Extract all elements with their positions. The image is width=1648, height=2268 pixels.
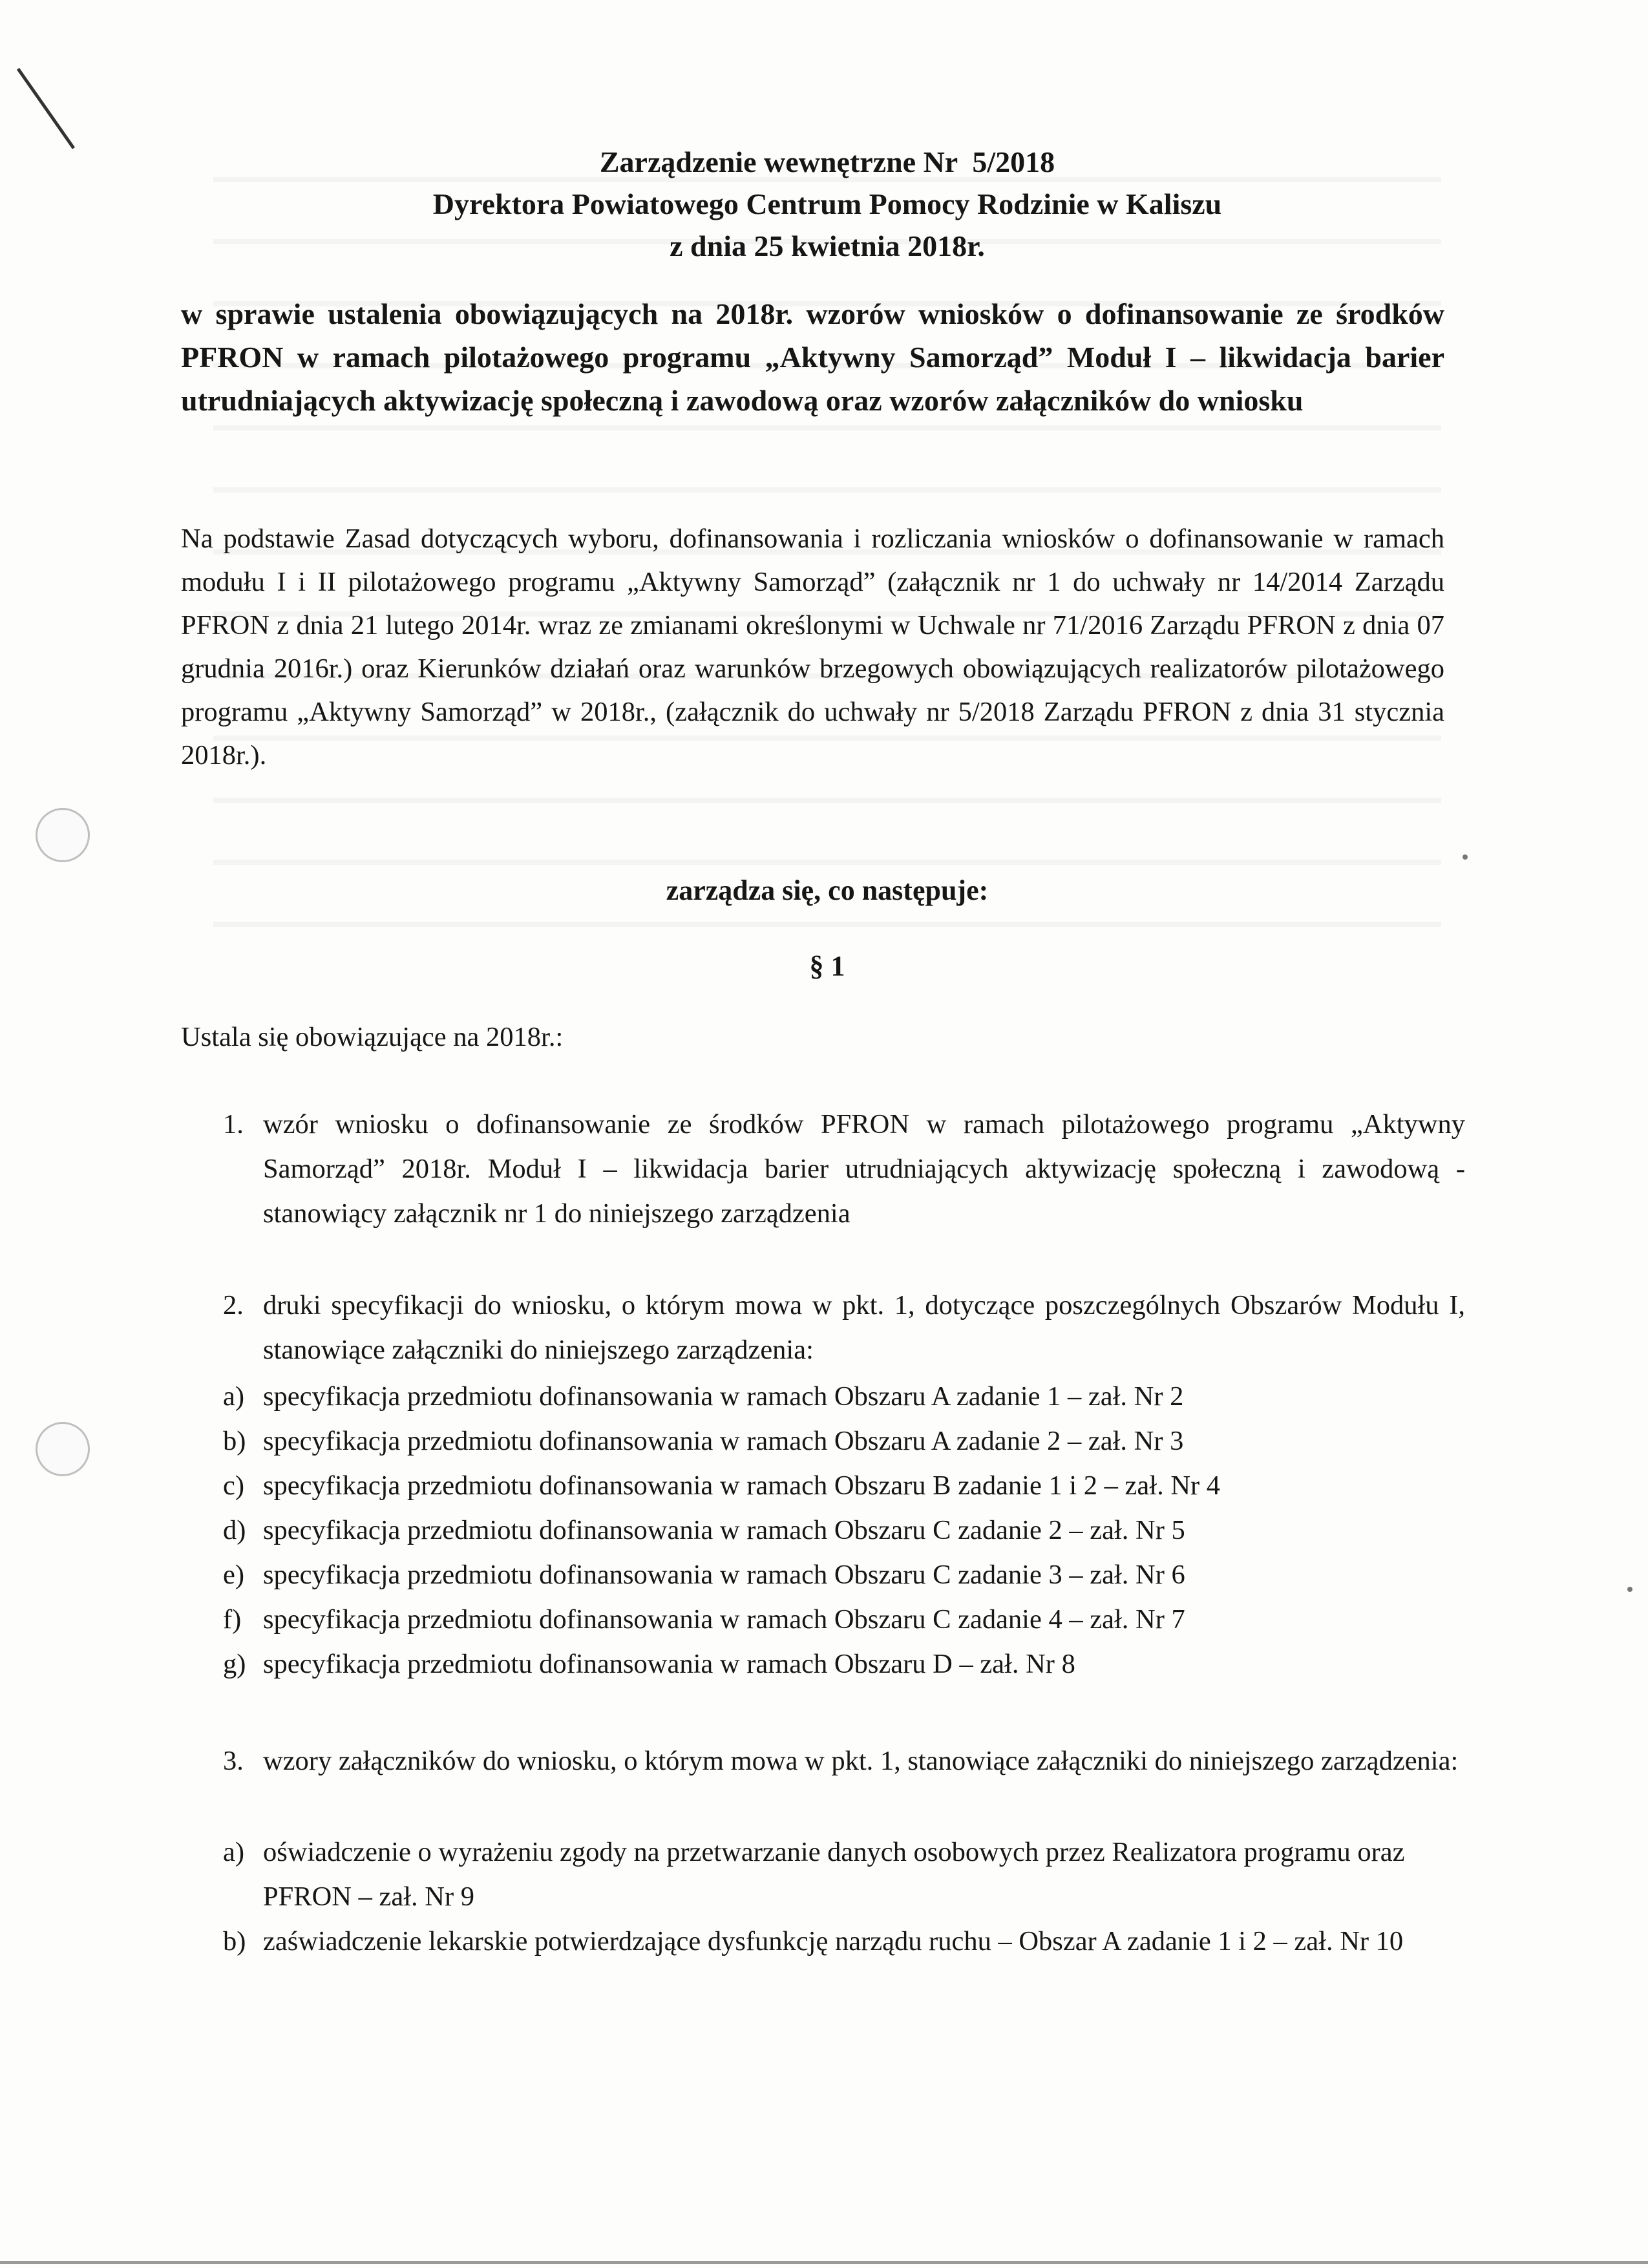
scan-speck <box>1463 854 1468 860</box>
sublist-letter: a) <box>223 1837 245 1867</box>
sublist-text: specyfikacja przedmiotu dofinansowania w ramach Obszaru B zadanie 1 i 2 – zał. Nr 4 <box>263 1470 1221 1501</box>
list-item-number: 1. <box>223 1109 244 1139</box>
list-item-number: 3. <box>223 1746 244 1776</box>
section-intro: Ustala się obowiązujące na 2018r.: <box>181 1022 564 1052</box>
sublist-text: specyfikacja przedmiotu dofinansowania w ramach Obszaru A zadanie 1 – zał. Nr 2 <box>263 1381 1184 1412</box>
sublist-item <box>223 1374 1464 1419</box>
punch-hole <box>36 1422 90 1476</box>
sublist-letter: b) <box>223 1426 246 1456</box>
list-item <box>223 1102 1465 1236</box>
list-item-text: wzory załączników do wniosku, o którym mowa w pkt. 1, stanowiące załączniki do niniejszego zarządzenia: <box>263 1746 1459 1776</box>
sublist <box>223 1374 1464 1686</box>
sublist-text: specyfikacja przedmiotu dofinansowania w ramach Obszaru C zadanie 2 – zał. Nr 5 <box>263 1515 1185 1545</box>
document-subject: w sprawie ustalenia obowiązujących na 2018r. wzorów wniosków o dofinansowanie ze środków PFRON w ramach pilotażowego programu „Aktywny Samorząd” Moduł I – likwidacja barier utrudniających aktywizację społeczną i zawodową oraz wzorów załączników do wniosku <box>181 297 1444 417</box>
sublist-letter: b) <box>223 1926 246 1956</box>
sublist-text: zaświadczenie lekarskie potwierdzające dysfunkcję narządu ruchu – Obszar A zadanie 1 i 2 – zał. Nr 10 <box>263 1926 1404 1956</box>
decree-heading: zarządza się, co następuje: <box>666 874 989 906</box>
sublist-item <box>223 1642 1464 1686</box>
list-item-text: wzór wniosku o dofinansowanie ze środków PFRON w ramach pilotażowego programu „Aktywny Samorząd” 2018r. Moduł I – likwidacja barier utrudniających aktywizację społeczną i zawodową - stanowiący załącznik nr 1 do niniejszego zarządzenia <box>263 1109 1465 1229</box>
sublist-item <box>223 1597 1464 1642</box>
pen-mark <box>17 68 75 149</box>
list-item <box>223 1739 1465 1783</box>
punch-hole <box>36 808 90 862</box>
issue-date: z dnia 25 kwietnia 2018r. <box>670 229 985 262</box>
sublist-text: oświadczenie o wyrażeniu zgody na przetwarzanie danych osobowych przez Realizatora programu oraz PFRON – zał. Nr 9 <box>263 1837 1405 1912</box>
sublist-text: specyfikacja przedmiotu dofinansowania w ramach Obszaru D – zał. Nr 8 <box>263 1649 1075 1679</box>
sublist-letter: e) <box>223 1560 245 1590</box>
sublist-letter: a) <box>223 1381 245 1412</box>
scan-speck <box>1627 1587 1632 1592</box>
list-item-text: druki specyfikacji do wniosku, o którym mowa w pkt. 1, dotyczące poszczególnych Obszarów Modułu I, stanowiące załączniki do niniejszego zarządzenia: <box>263 1290 1465 1365</box>
sublist-item <box>223 1919 1438 1964</box>
sublist-letter: d) <box>223 1515 246 1545</box>
sublist-item <box>223 1419 1464 1463</box>
sublist-item <box>223 1508 1464 1553</box>
sublist-letter: c) <box>223 1470 245 1501</box>
issuer: Dyrektora Powiatowego Centrum Pomocy Rodzinie w Kaliszu <box>432 187 1222 220</box>
sublist-item <box>223 1830 1438 1919</box>
sublist-item <box>223 1463 1464 1508</box>
document-header <box>181 141 1474 267</box>
list-item-number: 2. <box>223 1290 244 1320</box>
sublist-item <box>223 1553 1464 1597</box>
section-mark: § 1 <box>809 950 845 982</box>
sublist-text: specyfikacja przedmiotu dofinansowania w ramach Obszaru C zadanie 4 – zał. Nr 7 <box>263 1604 1185 1635</box>
sublist-text: specyfikacja przedmiotu dofinansowania w ramach Obszaru A zadanie 2 – zał. Nr 3 <box>263 1426 1184 1456</box>
legal-basis: Na podstawie Zasad dotyczących wyboru, dofinansowania i rozliczania wniosków o dofinansowanie w ramach modułu I i II pilotażowego programu „Aktywny Samorząd” (załącznik nr 1 do uchwały nr 14/2014 Zarządu PFRON z dnia 21 lutego 2014r. wraz ze zmianami określonymi w Uchwale nr 71/2016 Zarządu PFRON z dnia 07 grudnia 2016r.) oraz Kierunków działań oraz warunków brzegowych obowiązujących realizatorów pilotażowego programu „Aktywny Samorząd” w 2018r., (załącznik do uchwały nr 5/2018 Zarządu PFRON z dnia 31 stycznia 2018r.). <box>181 524 1444 770</box>
document-title: Zarządzenie wewnętrzne Nr 5/2018 <box>599 145 1055 178</box>
sublist-letter: g) <box>223 1649 246 1679</box>
list-item <box>223 1283 1465 1372</box>
sublist-letter: f) <box>223 1604 242 1635</box>
scan-edge <box>0 2261 1648 2264</box>
sublist <box>223 1830 1438 1964</box>
sublist-text: specyfikacja przedmiotu dofinansowania w ramach Obszaru C zadanie 3 – zał. Nr 6 <box>263 1560 1185 1590</box>
